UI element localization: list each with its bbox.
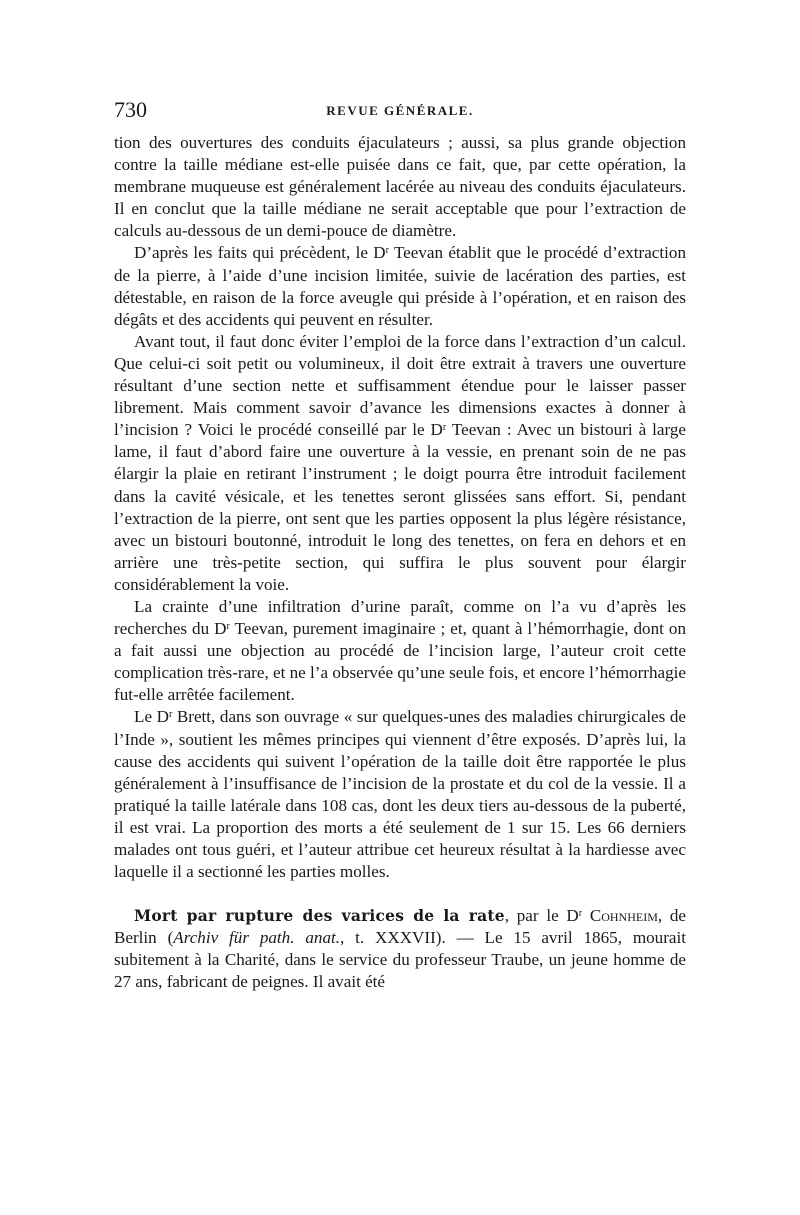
doctor-superscript: r	[168, 709, 173, 721]
section-paragraph	[114, 905, 686, 993]
doctor-superscript: r	[578, 908, 583, 920]
paragraph-2-text-b: Teevan établit que le procédé d’extraction de la pierre, à l’aide d’une incision limitée, suivie de lacération des parties, est détestable, en raison de la force aveugle qui préside à l’opération, et en raison des dégâts et des accidents qui peuvent en résulter.	[114, 243, 686, 329]
paragraph-3-text-a: Avant tout, il faut donc éviter l’emploi de la force dans l’extraction d’un calcul. Que celui-ci soit petit ou volumineux, il doit être extrait à travers une ouverture résultant d’une section nette et suffisamment étendue pour le laisser passer librement. Mais comment savoir d’avance les dimensions exactes à donner à l’incision ? Voici le procédé conseillé par le D	[114, 331, 686, 440]
paragraph-1-text: tion des ouvertures des conduits éjaculateurs ; aussi, sa plus grande objection contre la taille médiane est-elle puisée dans ce fait, que, par cette opération, la membrane muqueuse est généralement lacérée au niveau des conduits éjaculateurs. Il en conclut que la taille médiane ne serait acceptable que pour l’extraction de calculs au-dessous de un demi-pouce de diamètre.	[114, 133, 686, 241]
paragraph-2-text-a: D’après les faits qui précèdent, le D	[134, 243, 386, 263]
paragraph-3	[114, 331, 686, 596]
paragraph-1	[114, 132, 686, 242]
section-heading: Mort par rupture des varices de la rate	[134, 906, 505, 926]
paragraph-3-text-b: Teevan : Avec un bistouri à large lame, il faut d’abord faire une ouverture à la vessie, en prenant soin de ne pas élargir la plaie en retirant l’instrument ; le doigt pourra être introduit facilement dans la cavité vésicale, et les tenettes seront glissées sans effort. Si, pendant l’extraction de la pierre, ont sent que les parties opposent la plus légère résistance, avec un bistouri boutonné, introduit le long des tenettes, on fera en dehors et en arrière une très-petite section, qui suffira le plus souvent pour élargir considérablement la voie.	[114, 420, 686, 594]
section-text-before-author: , par le D	[504, 906, 579, 926]
running-head	[114, 96, 686, 124]
paragraph-2	[114, 242, 686, 330]
paragraph-4-text-a: La crainte d’une infiltration d’urine paraît, comme on l’a vu d’après les recherches du D	[114, 596, 686, 639]
page	[114, 96, 686, 994]
doctor-superscript: r	[442, 422, 447, 434]
doctor-superscript: r	[226, 621, 230, 633]
paragraph-5	[114, 706, 686, 883]
journal-title: Archiv für path. anat.	[173, 928, 341, 948]
section-author: Cohnheim	[589, 906, 658, 926]
section-spacer	[114, 883, 686, 905]
paragraph-5-text-b: Brett, dans son ouvrage « sur quelques-unes des maladies chirurgicales de l’Inde », soutient les mêmes principes qui viennent d’être exposés. D’après lui, la cause des accidents qui suivent l’opération de la taille doit être rapportée le plus généralement à l’insuffisance de l’incision de la prostate et du col de la vessie. Il a pratiqué la taille latérale dans 108 cas, dont les deux tiers au-dessous de la puberté, il est vrai. La proportion des morts a été seulement de 1 sur 15. Les 66 derniers malades ont tous guéri, et l’auteur attribue cet heureux résultat à la hardiesse avec laquelle il a sectionné les parties molles.	[114, 707, 687, 882]
section-text-after: , t. XXXVII). — Le 15 avril 1865, mourait subitement à la Charité, dans le service du professeur Traube, un jeune homme de 27 ans, fabricant de peignes. Il avait été	[114, 928, 686, 992]
doctor-superscript: r	[385, 245, 389, 257]
running-title: REVUE GÉNÉRALE.	[326, 103, 474, 118]
section-text-city: , de Berlin (	[114, 906, 687, 948]
article-body	[114, 132, 686, 994]
page-number: 730	[114, 97, 147, 122]
paragraph-4-text-b: Teevan, purement imaginaire ; et, quant à l’hémorrhagie, dont on a fait aussi une objection au procédé de l’incision large, l’auteur croit cette complication très-rare, et ne l’a observée qu’une seule fois, et encore l’hémorrhagie fut-elle arrêtée facilement.	[114, 619, 686, 705]
paragraph-4	[114, 596, 686, 706]
paragraph-5-text-a: Le D	[134, 707, 169, 727]
